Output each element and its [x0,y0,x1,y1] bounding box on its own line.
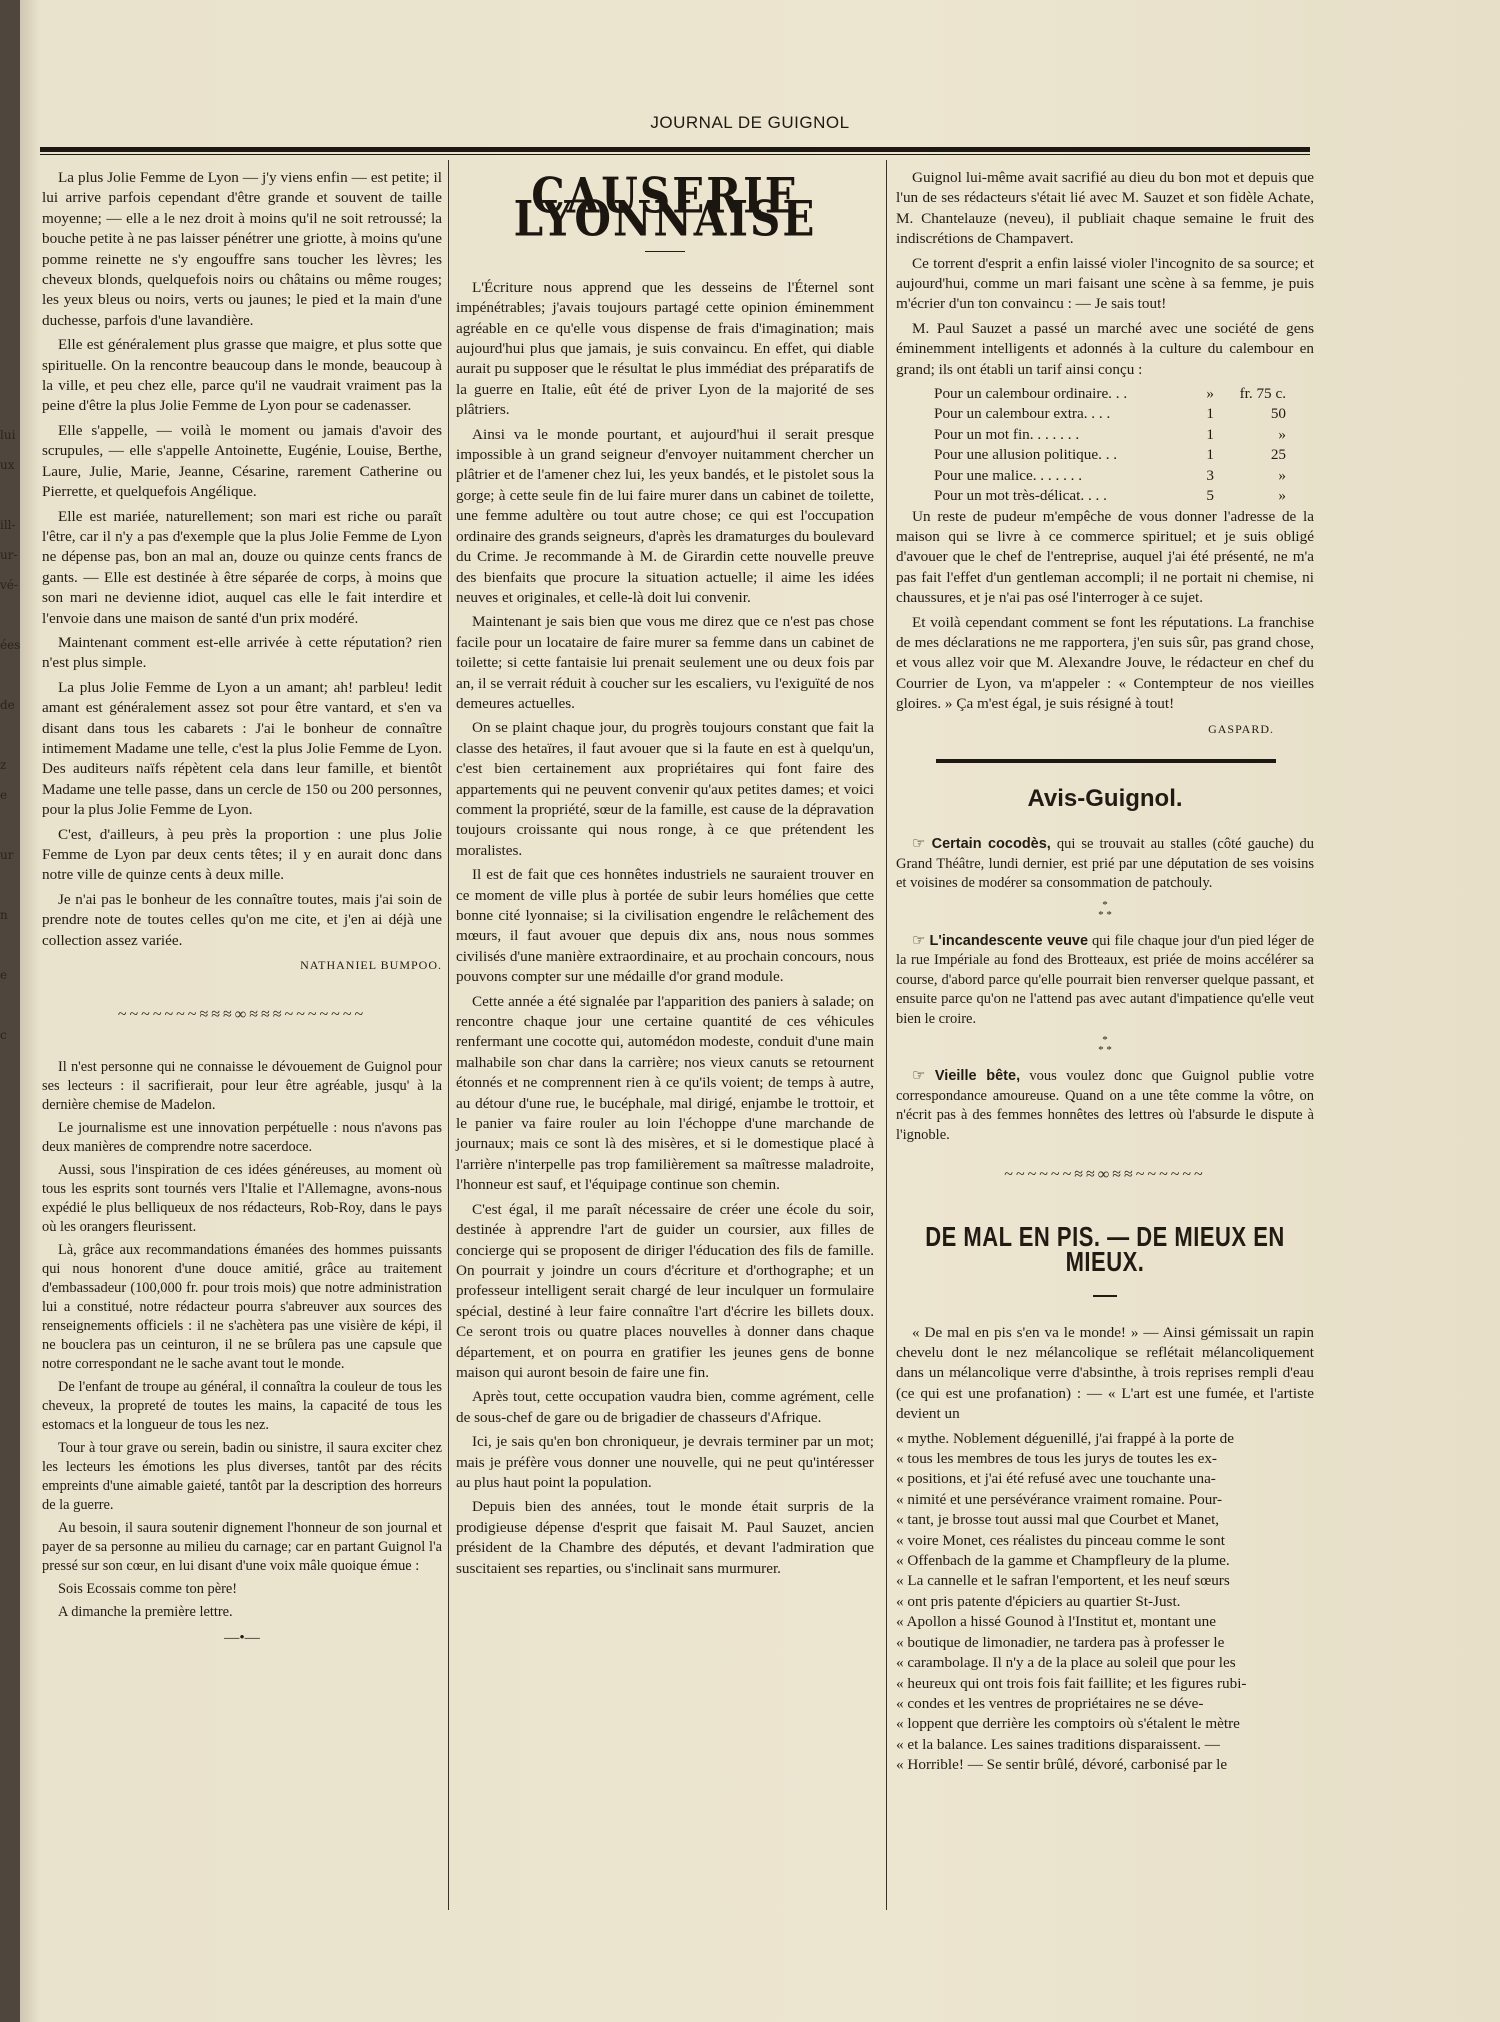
tarif-label: Pour un mot fin. . . . . . . [934,425,1080,443]
paragraph: Guignol lui-même avait sacrifié au dieu du bon mot et depuis que l'un de ses rédacteurs s'était lié avec M. Sauzet et son fidèle Achate, M. Chantelauze (neveu), il publiait chaque semaine le fruit des indiscrétions de Champavert. [896,169,1314,248]
tarif-row [934,425,1314,445]
verse-line: « Apollon a hissé Gounod à l'Institut et, montant une [896,1613,1216,1631]
paragraph: Tour à tour grave ou serein, badin ou sinistre, il saura exciter chez les lecteurs les émotions les plus diverses, tantôt par des récits empreints d'une aimable gaieté, tantôt par la description des horreurs de la guerre. [42,1439,442,1513]
signature-gaspard: GASPARD. [1208,721,1274,736]
paragraph: Je n'ai pas le bonheur de les connaître toutes, mais j'ai soin de prendre note de toutes celles qu'on me cite, et j'en ai déjà une collection assez variée. [42,890,442,949]
margin-fragment [0,810,18,840]
column-1 [42,168,442,1648]
tarif-row [934,384,1314,404]
paragraph: La plus Jolie Femme de Lyon — j'y viens enfin — est petite; il lui arrive parfois cependant d'être grande et souvent de taille moyenne; — elle a le nez droit à moins qu'il ne soit retroussé; la bouche petite à ne pas laisser pénétrer une griotte, à moins qu'une pomme reinette ne s'y engouffre sans toucher les lèvres; les cheveux blonds, quelquefois noirs ou châtains ou même rouges; les yeux bleus ou noirs, verts ou jaunes; le pied et la main d'une duchesse, parfois d'une lavandière. [42,169,442,329]
tarif-row [934,486,1314,506]
tarif-francs: » [1206,385,1214,403]
causerie-title: CAUSERIE LYONNAISE [513,167,817,248]
tarif-cents: » [1278,425,1286,443]
paragraph: C'est, d'ailleurs, à peu près la proportion : une plus Jolie Femme de Lyon par deux cents têtes; il y en aurait donc dans notre ville de quinze cents à deux mille. [42,825,442,884]
mal-en-pis-body [896,1323,1314,1776]
margin-fragment [0,600,18,630]
margin-fragment: ur- [0,548,18,562]
verse-line: « tant, je brosse tout aussi mal que Courbet et Manet, [896,1511,1220,1529]
pointing-hand-icon: ☞ [912,1068,935,1085]
verse-line: « voire Monet, ces réalistes du pinceau comme le sont [896,1531,1225,1549]
stars-separator: * * * [1098,898,1112,921]
paragraph: Ici, je sais qu'en bon chroniqueur, je devrais terminer par un mot; mais je préfère vous donner une nouvelle, qui ne peut qu'intéresser au plus haut point la population. [456,1433,874,1491]
tarif-label: Pour un mot très-délicat. . . . [934,487,1107,505]
paragraph: Au besoin, il saura soutenir dignement l'honneur de son journal et payer de sa personne au milieu du carnage; car en partant Guignol l'a pressé sur son cœur, en lui disant d'une voix mâle quoique émue : [42,1519,442,1574]
paragraph: Depuis bien des années, tout le monde était surpris de la prodigieuse dépense d'esprit que faisait M. Paul Sauzet, ancien président de la Chambre des députés, et devant l'admiration que suscitaient ses reparties, ou s'inclinait sans murmurer. [456,1498,874,1577]
margin-fragment: de [0,698,15,712]
verse-line: « De mal en pis s'en va le monde! » — Ainsi gémissait un rapin chevelu dont le nez mélancolique se reflétait mélancoliquement dans un mélancolique verre d'absinthe, à trois reprises rempli d'eau (ce qui est une profanation) : — « L'art est une fumée, et l'artiste devient un [896,1323,1314,1423]
paragraph: Là, grâce aux recommandations émanées des hommes puissants qui nous honorent d'une douce amitié, grâce au traitement d'embassadeur (100,000 fr. pour trois mois) que notre administration lui a constitué, notre rédacteur pourra s'abreuver aux sources des renseignements officiels : il ne s'achètera pas une visière de képi, il ne bouclera pas un ceinturon, il ne se brûlera pas une capsule que notre correspondant ne le sache avant tout le monde. [42,1241,442,1372]
margin-fragment [0,660,18,690]
verse-line: « positions, et j'ai été refusé avec une touchante una- [896,1470,1216,1488]
tarif-francs: 3 [1206,466,1214,484]
tarif-row [934,445,1314,465]
column-2 [456,168,874,1583]
margin-fragment: ur [0,848,14,862]
verse-line: « ont pris patente d'épiciers au quartier St-Just. [896,1592,1181,1610]
paragraph: Sois Ecossais comme ton père! [58,1580,238,1597]
newspaper-header-title: JOURNAL DE GUIGNOL [650,113,850,132]
causerie-continuation [896,168,1314,380]
tarif-label: Pour une allusion politique. . . [934,446,1118,464]
paragraph: De l'enfant de troupe au général, il connaîtra la couleur de tous les cheveux, la propreté de toutes les mains, la capacité de tous les estomacs et la longueur de tous les nez. [42,1378,442,1433]
end-mark: —•— [224,1628,260,1646]
paragraph: M. Paul Sauzet a passé un marché avec une société de gens éminemment intelligents et adonnés à la culture du calembour en grand; ils ont établi un tarif ainsi conçu : [896,319,1314,378]
tarif-cents: » [1278,466,1286,484]
tarif-label: Pour un calembour extra. . . . [934,405,1111,423]
column-divider-1 [448,160,449,1910]
paragraph: C'est égal, il me paraît nécessaire de créer une école du soir, destinée à apprendre l'art de guider un coursier, aux filles de concierge qui se proposent de diriger l'éducation des fils de famille. On pourrait y joindre un cours d'écriture et d'orthographe; et un professeur intelligent serait chargé de leur inculquer un formulaire spécial, destiné à leur faire connaître l'art d'écrire les billets doux. Ce seront trois ou quatre places nouvelles à donner dans chaque département, et on pourra en gratifier les jeunes gens de bonne maison qui auront besoin de faire une fin. [456,1200,874,1381]
avis-guignol-title: Avis-Guignol. [1027,784,1183,812]
article-plus-jolie-femme [42,168,442,951]
paragraph: Ainsi va le monde pourtant, et aujourd'hui il serait presque impossible à un grand seigneur d'envoyer nuitamment chercher un plâtrier et de l'amener chez lui, les yeux bandés, et le pistolet sous la gorge; à cette seule fin de lui faire murer dans un cabinet de toilette, une femme adultère ou tout autre chose; ce qui est l'occupation ordinaire des grands seigneurs, d'après les dramaturges du boulevard du Crime. Je recommande à M. de Girardin cette nouvelle preuve des bienfaits que procure la situation actuelle; il aime les idées neuves et originales, et celle-là doit lui convenir. [456,425,874,606]
tarif-francs: 1 [1206,425,1214,443]
column-3 [896,168,1314,1776]
avis-item [896,932,1314,1030]
pointing-hand-icon: ☞ [912,932,930,949]
pointing-hand-icon: ☞ [912,836,932,853]
verse-line: « mythe. Noblement déguenillé, j'ai frappé à la porte de [896,1429,1235,1447]
avis-item [896,835,1314,894]
margin-fragment [0,990,18,1020]
paragraph: Cette année a été signalée par l'apparition des paniers à salade; on rencontre chaque jour une certaine quantité de ces véhicules renfermant une cocotte qui, automédon modeste, conduit d'une main malhabile son char dans la carrière; nos vieux canuts se retournent étonnés et ne comprennent rien à ce qu'ils voient; de temps à autre, au détour d'une rue, le bucéphale, mal dirigé, enjambe le trottoir, et le panier va faire rouler au loin l'échoppe d'une marchande de journaux; mais ce sont là des misères, et si le domestique placé à l'arrière n'interpelle pas trop familièrement sa maîtresse maladroite, l'honneur est sauf, et l'équipage continue son chemin. [456,992,874,1194]
paragraph: Aussi, sous l'inspiration de ces idées généreuses, au moment où tous les esprits sont tournés vers l'Italie et l'Allemagne, avons-nous expédié le plus belliqueux de nos rédacteurs, Rob-Roy, dans le pays où les orangers fleurissent. [42,1161,442,1235]
tarif-cents: fr. 75 c. [1239,385,1286,403]
ornament-divider-2: ~~~~~~≈≈∞≈≈~~~~~~ [1004,1166,1206,1184]
tarif-francs: 1 [1206,405,1214,423]
verse-line: « et la balance. Les saines traditions disparaissent. — [896,1735,1220,1753]
avis-text: vous voulez donc que Guignol publie votre correspondance amoureuse. Quand on a une tête comme la vôtre, on n'écrit pas à des femmes honnêtes des lettres où l'absurde le dispute à l'ignoble. [896,1068,1315,1143]
avis-item [896,1067,1314,1145]
margin-fragment: n [0,908,8,922]
header-rule-thick [40,147,1310,152]
paragraph: L'Écriture nous apprend que les desseins de l'Éternel sont impénétrables; j'avais toujours partagé cette opinion éminemment agréable en ce qu'elle vous dispense de frais d'imagination; mais aujourd'hui plus que jamais, je suis convaincu. En effet, qui diable aurait pu supposer que le résultat le plus immédiat des préparatifs de la guerre en Italie, eût été de priver Lyon de la majorité de ses plâtriers. [456,278,874,419]
tarif-cents: 25 [1270,446,1286,464]
verse-line: « nimité et une persévérance vraiment romaine. Pour- [896,1490,1223,1508]
paragraph: Maintenant comment est-elle arrivée à cette réputation? rien n'est plus simple. [42,633,442,672]
paragraph: Elle s'appelle, — voilà le moment ou jamais d'avoir des scrupules, — elle s'appelle Antoinette, Eugénie, Louise, Berthe, Laure, Julie, Marie, Jeanne, Césarine, rarement Catherine ou Pierrette, et quelquefois Angélique. [42,421,442,501]
margin-fragment [0,480,18,510]
section-rule [936,759,1276,763]
margin-fragment: lui [0,428,16,442]
verse-line: « heureux qui ont trois fois fait faillite; et les figures rubi- [896,1674,1247,1692]
paragraph: On se plaint chaque jour, du progrès toujours constant que fait la classe des hetaïres, il faut avouer que si la faute en est à quelqu'un, c'est bien certainement aux propriétaires qui font faire des appartements qui ne peuvent convenir qu'aux petites dames; et voici comment la propriété, sœur de la famille, est cause de la dépravation toujours croissante qui nous ronge, à ce que prétendent les moralistes. [456,719,874,859]
signature-nathaniel: NATHANIEL BUMPOO. [300,958,442,973]
tarif-table [934,384,1314,506]
margin-fragment: ux [0,458,15,472]
margin-fragment: z [0,758,7,772]
avis-text: qui file chaque jour d'un pied léger de la rue Impériale au fond des Brotteaux, est priée de moins accélérer sa course, d'abord parce qu'elle pourrait bien renverser quelque passant, et ensuite parce qu'on ne l'attend pas avec autant d'impatience qu'elle veut bien le croire. [896,932,1315,1027]
margin-fragment: c [0,1028,7,1042]
ornament-divider-1: ~~~~~~~≈≈≈∞≈≈≈~~~~~~~ [117,1006,367,1024]
paragraph: Elle est généralement plus grasse que maigre, et plus sotte que spirituelle. On la rencontre beaucoup dans le monde, beaucoup à la ville, et peu chez elle, parce qu'il ne vaudrait vraiment pas la peine d'être la plus Jolie Femme de Lyon pour se cadenasser. [42,336,442,415]
avis-list [896,835,1314,1145]
verse-line: « tous les membres de tous les jurys de toutes les ex- [896,1450,1217,1468]
causerie-body [456,278,874,1579]
paragraph: Maintenant je sais bien que vous me direz que ce n'est pas chose facile pour un locataire de faire murer sa femme dans un cabinet de toilette; si cette fantaisie lui prenait seulement une ou deux fois par an, il se verrait réduit à coucher sur les escaliers, vu l'exiguïté de nos demeures actuelles. [456,613,874,712]
paragraph: A dimanche la première lettre. [58,1603,233,1620]
margin-fragment: ill- [0,518,16,532]
paragraph: Le journalisme est une innovation perpétuelle : nous n'avons pas deux manières de comprendre notre sacerdoce. [42,1119,442,1155]
tarif-francs: 5 [1206,487,1214,505]
avis-lead: Vieille bête, [934,1068,1021,1085]
paragraph: Il n'est personne qui ne connaisse le dévouement de Guignol pour ses lecteurs : il sacrifierait, pour leur être agréable, jusqu' à la dernière chemise de Madelon. [42,1058,442,1113]
paragraph: La plus Jolie Femme de Lyon a un amant; ah! parbleu! ledit amant est généralement assez sot pour être vantard, et s'en va disant dans tous les cabarets : J'ai le bonheur de connaître intimement Madame une telle, c'est la plus Jolie Femme de Lyon. Des auditeurs naïfs répètent cela dans leur famille, et bientôt Madame une telle passe, dans un cercle de 150 ou 200 personnes, pour la plus Jolie Femme de Lyon. [42,678,442,819]
paragraph: Un reste de pudeur m'empêche de vous donner l'adresse de la maison qui se livre à ce commerce spirituel; et je suis obligé d'avouer que le chef de l'entreprise, auquel j'ai été présenté, ne m'a pas fait l'effet d'un gentleman accompli; il ne portait ni chemise, ni chaussures, et je n'ai pas osé l'interroger à ce sujet. [896,507,1314,607]
verse-line: « boutique de limonadier, ne tardera pas à professer le [896,1633,1225,1651]
mal-en-pis-title: DE MAL EN PIS. — DE MIEUX EN MIEUX. [925,1220,1285,1278]
verse-line: « loppent que derrière les comptoirs où s'étalent le mètre [896,1715,1240,1733]
header-rule-thin [40,154,1310,155]
tarif-row [934,404,1314,424]
stars-separator: * * * [1098,1034,1112,1057]
title-dash [645,251,685,252]
verse-line: « La cannelle et le safran l'emportent, et les neuf sœurs [896,1572,1230,1590]
margin-fragment: vé- [0,578,18,592]
tarif-label: Pour une malice. . . . . . . [934,466,1083,484]
tarif-label: Pour un calembour ordinaire. . . [934,385,1128,403]
margin-fragment [0,930,18,960]
margin-fragment [0,870,18,900]
verse-line: « Horrible! — Se sentir brûlé, dévoré, carbonisé par le [896,1756,1228,1774]
verse-line: « carambolage. Il n'y a de la place au soleil que pour les [896,1654,1236,1672]
verse-line: « condes et les ventres de propriétaires ne se déve- [896,1694,1204,1712]
paragraph: Elle est mariée, naturellement; son mari est riche ou paraît l'être, car il n'y a pas d'exemple que la plus Jolie Femme de Lyon ne dépense pas, bon an mal an, douze ou quinze cents francs de gants. — Elle est destinée à être séparée de corps, à moins que son mari ne devienne idiot, auquel cas elle le fait interdire et l'envoie dans une maison de santé d'un prix modéré. [42,507,442,627]
tarif-cents: 50 [1270,405,1286,423]
section2-dash [1093,1295,1117,1297]
paragraph: Après tout, cette occupation vaudra bien, comme agrément, celle de sous-chef de gare ou de brigadier de chasseurs d'Afrique. [456,1388,874,1426]
tarif-row [934,466,1314,486]
verse-line: « Offenbach de la gamme et Champfleury de la plume. [896,1552,1230,1570]
avis-lead: L'incandescente veuve [929,932,1089,949]
margin-fragment [0,720,18,750]
tarif-cents: » [1278,487,1286,505]
column-divider-2 [886,160,887,1910]
avis-lead: Certain cocodès, [931,836,1051,853]
margin-fragment: e [0,968,8,982]
paragraph: Et voilà cependant comment se font les réputations. La franchise de mes déclarations ne me rapportera, j'en suis sûr, pas grand chose, et vous allez voir que M. Alexandre Jouve, le rédacteur en chef du Courrier de Lyon, va m'appeler : « Contempteur de nos vieilles gloires. » Ça m'est égal, je suis résigné à tout! [896,613,1314,713]
previous-page-fragments [0,420,21,1050]
tarif-francs: 1 [1206,446,1214,464]
paragraph: Il est de fait que ces honnêtes industriels ne sauraient trouver en ce moment de ville plus à portée de subir leurs homélies que cette bonne cité lyonnaise; si la civilisation engendre le relâchement des mœurs, il faut avouer que depuis dix ans, nous nous sommes civilisés d'une manière extraordinaire, et au prochain concours, nous pouvons compter sur une médaille d'or grand module. [456,866,874,986]
paragraph: Ce torrent d'esprit a enfin laissé violer l'incognito de sa source; et aujourd'hui, comme un mari faisant une scène à sa femme, je puis m'écrier d'un ton convaincu : — Je sais tout! [896,254,1314,313]
avis-text: qui se trouvait au stalles (côté gauche) du Grand Théâtre, lundi dernier, est prié par une députation de ses voisins et voisines de modérer sa consommation de patchouly. [896,836,1314,892]
causerie-ending [896,507,1314,715]
margin-fragment: ées [0,638,21,652]
article-rob-roy [42,1058,442,1622]
margin-fragment: e [0,788,8,802]
